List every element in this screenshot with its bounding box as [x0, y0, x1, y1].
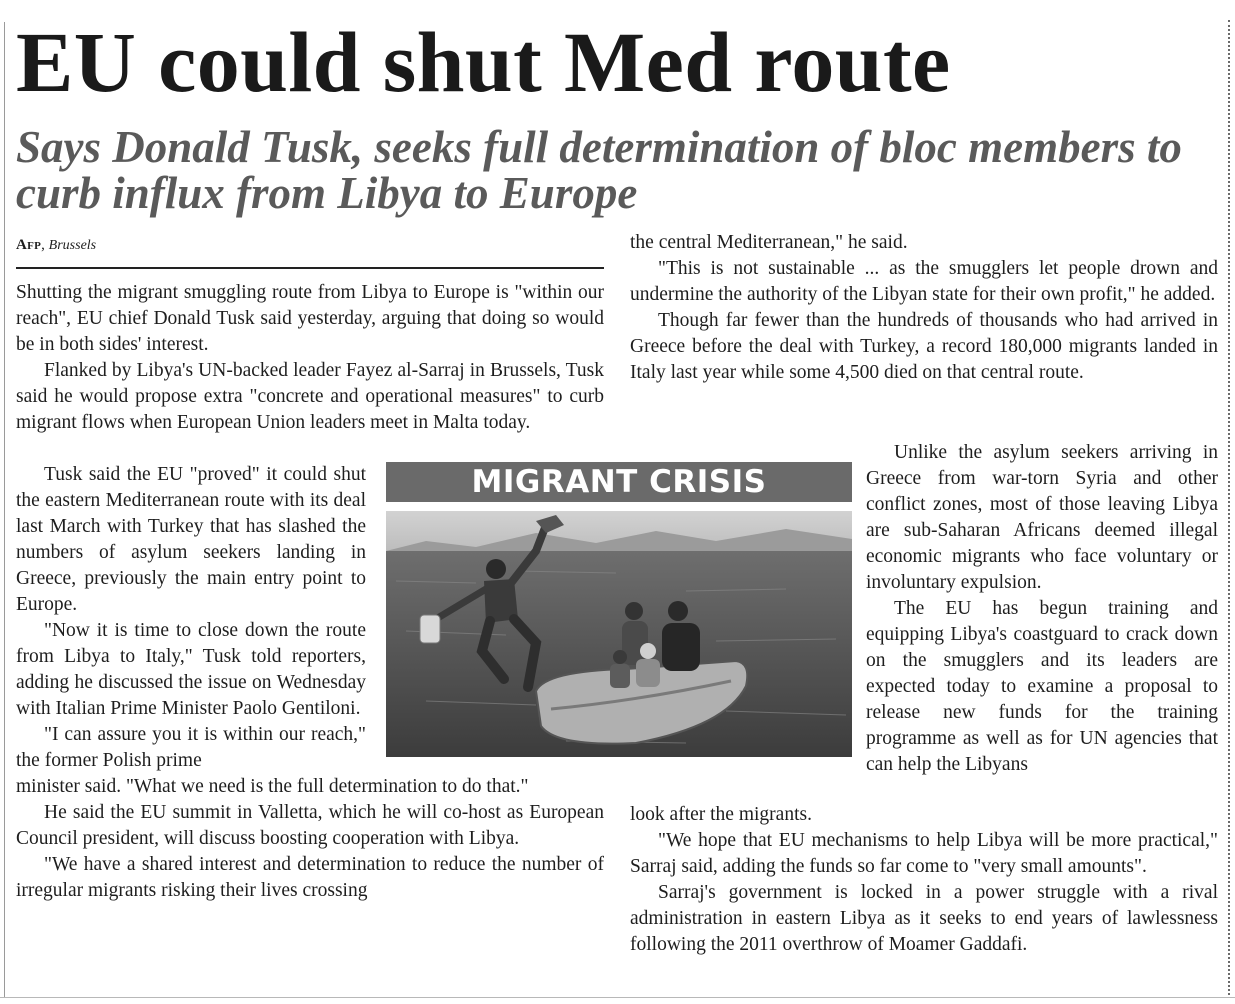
paragraph: "We hope that EU mechanisms to help Libya will be more practical," Sarraj said, adding the funds so far come to "very small amounts". — [630, 830, 1218, 877]
subheadline: Says Donald Tusk, seeks full determination of bloc members to curb influx from Libya to Europe — [16, 122, 1182, 218]
column-b — [16, 462, 366, 774]
paragraph: Sarraj's government is locked in a power struggle with a rival administration in eastern Libya as it seeks to end years of lawlessness following the 2011 overthrow of Moamer Gaddafi. — [630, 882, 1218, 955]
byline — [16, 235, 96, 256]
paragraph: "This is not sustainable ... as the smugglers let people drown and undermine the authority of the Libyan state for their own profit," he added. — [630, 258, 1218, 305]
column-a — [16, 280, 604, 436]
column-e — [866, 440, 1218, 778]
page-border-bottom — [0, 997, 1235, 998]
paragraph: Unlike the asylum seekers arriving in Greece from war-torn Syria and other conflict zones, most of those leaving Libya are sub-Saharan Africans deemed illegal economic migrants who face voluntary or involuntary expulsion. — [866, 442, 1218, 593]
byline-separator: , — [41, 237, 49, 253]
paragraph: look after the migrants. — [630, 804, 812, 825]
page-border-right-dotted — [1228, 20, 1230, 995]
paragraph: Flanked by Libya's UN-backed leader Fayez al-Sarraj in Brussels, Tusk said he would propose extra "concrete and operational measures" to curb migrant flows when European Union leaders meet in Malta today. — [16, 360, 604, 433]
headline: EU could shut Med route — [16, 14, 951, 110]
paragraph: Though far fewer than the hundreds of thousands who had arrived in Greece before the deal with Turkey, a record 180,000 migrants landed in Italy last year while some 4,500 died on that central route. — [630, 310, 1218, 383]
paragraph: He said the EU summit in Valletta, which he will co-host as European Council president, will discuss boosting cooperation with Libya. — [16, 802, 604, 849]
column-c — [16, 774, 604, 904]
byline-agency: Afp — [16, 237, 42, 253]
paragraph: "I can assure you it is within our reach," the former Polish prime — [16, 724, 366, 771]
migrant-boat-photo — [386, 511, 852, 757]
paragraph: "We have a shared interest and determination to reduce the number of irregular migrants risking their lives crossing — [16, 854, 604, 901]
byline-rule — [16, 267, 604, 269]
section-banner: MIGRANT CRISIS — [386, 462, 852, 502]
paragraph: Shutting the migrant smuggling route from Libya to Europe is "within our reach", EU chief Donald Tusk said yesterday, arguing that doing so would be in both sides' interest. — [16, 282, 604, 355]
paragraph: minister said. "What we need is the full determination to do that." — [16, 776, 529, 797]
column-d — [630, 230, 1218, 386]
paragraph: Tusk said the EU "proved" it could shut the eastern Mediterranean route with its deal last March with Turkey that has slashed the numbers of asylum seekers landing in Greece, previously the main entry point to Europe. — [16, 464, 366, 615]
paragraph: "Now it is time to close down the route from Libya to Italy," Tusk told reporters, adding he discussed the issue on Wednesday with Italian Prime Minister Paolo Gentiloni. — [16, 620, 366, 719]
byline-location: Brussels — [48, 238, 97, 253]
paragraph: the central Mediterranean," he said. — [630, 232, 908, 253]
page-border-left — [4, 22, 5, 997]
paragraph: The EU has begun training and equipping Libya's coastguard to crack down on the smugglers and its leaders are expected today to examine a proposal to release new funds for the training programme as well as for UN agencies that can help the Libyans — [866, 598, 1218, 775]
column-f — [630, 802, 1218, 958]
